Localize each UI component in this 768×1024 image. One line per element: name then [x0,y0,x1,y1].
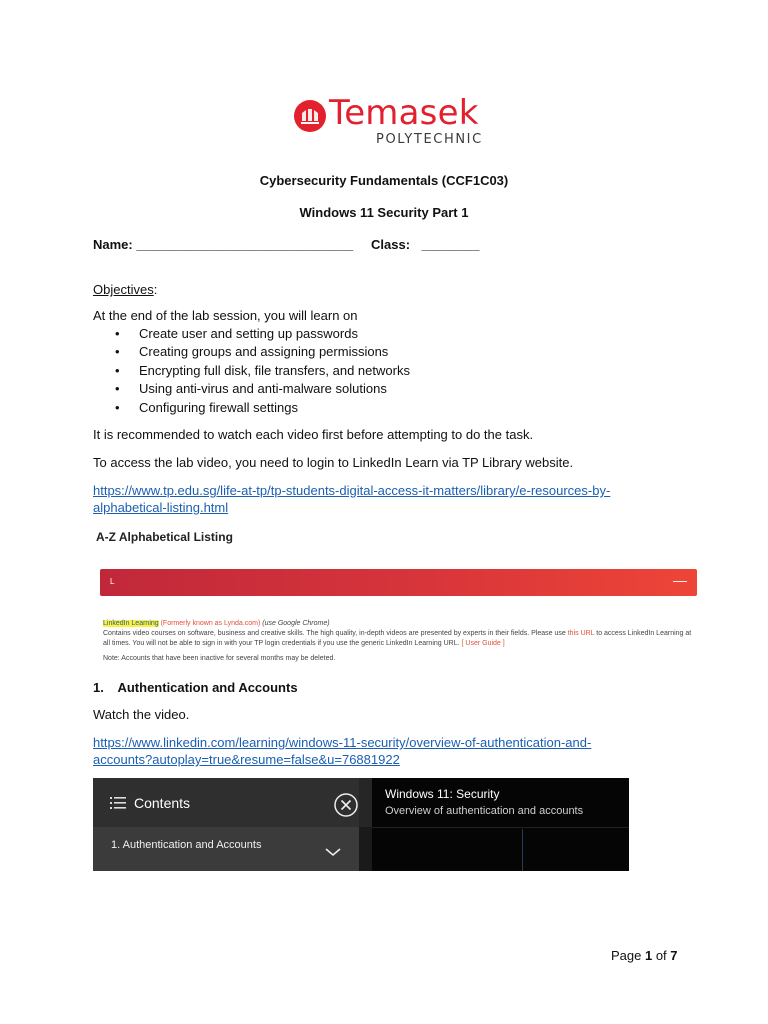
lesson-title: Overview of authentication and accounts [385,805,584,817]
temasek-logo [294,93,494,149]
class-blank[interactable]: ________ [421,237,480,252]
video-url-line-1[interactable]: https://www.linkedin.com/learning/windows-11-security/overview-of-authentication-and- [93,735,592,750]
library-url-line-2[interactable]: alphabetical-listing.html [93,500,229,515]
video-url-line-2[interactable]: accounts?autoplay=true&resume=false&u=76881922 [93,752,400,767]
library-link[interactable] [93,482,610,516]
page-of: of [652,948,671,963]
chapter-item[interactable]: 1. Authentication and Accounts [111,839,262,851]
video-link[interactable] [93,734,591,768]
letter-label: L [110,577,115,586]
chevron-down-icon[interactable] [325,844,341,862]
entry-description-1: Contains video courses on software, business and creative skills. The high quality, in-depth videos are presented by experts in their fields. Please use [103,630,566,637]
course-title: Windows 11: Security [385,787,500,801]
close-circle-icon[interactable] [334,793,358,822]
temasek-emblem-icon [294,100,326,132]
list-item: • Using anti-virus and anti-malware solutions [93,381,410,399]
library-url-line-1[interactable]: https://www.tp.edu.sg/life-at-tp/tp-students-digital-access-it-matters/library/e-resources-by- [93,483,611,498]
list-item: • Configuring firewall settings [93,400,410,418]
video-player [93,778,629,871]
inactive-note: Note: Accounts that have been inactive for several months may be deleted. [103,655,336,662]
linkedin-learning-link[interactable]: LinkedIn Learning [103,620,159,627]
section-title: Authentication and Accounts [117,680,298,695]
objectives-list [93,326,410,418]
list-item: • Create user and setting up passwords [93,326,410,344]
access-paragraph: To access the lab video, you need to login to LinkedIn Learn via TP Library website. [93,455,574,470]
page-current: 1 [644,948,653,963]
contents-header [93,778,359,827]
logo-subtitle: POLYTECHNIC [376,132,483,147]
objectives-colon: : [153,282,158,297]
section-heading [93,680,298,695]
list-icon[interactable] [110,796,126,815]
letter-section-bar[interactable] [100,569,697,596]
class-label: Class: [371,237,411,252]
list-item: • Encrypting full disk, file transfers, and networks [93,363,410,381]
page-number [611,948,678,963]
objectives-label: Objectives [93,282,154,297]
video-area[interactable] [372,778,629,871]
lab-title: Windows 11 Security Part 1 [299,205,469,220]
objectives-heading [93,282,157,297]
name-blank[interactable]: ______________________________ [136,237,354,252]
name-field-row [93,237,353,252]
collapse-icon[interactable]: — [673,572,687,588]
this-url-link[interactable]: this URL [565,630,595,637]
course-title: Cybersecurity Fundamentals (CCF1C03) [259,173,509,188]
class-field-row [371,237,480,252]
page-total: 7 [670,948,678,963]
video-frame-edge [522,829,523,871]
page-prefix: Page [611,948,645,963]
section-number: 1. [93,680,104,695]
chrome-note: (use Google Chrome) [260,620,330,627]
list-item: • Creating groups and assigning permissions [93,344,410,362]
watch-instruction: Watch the video. [93,707,190,722]
formerly-note: (Formerly known as Lynda.com) [158,620,261,627]
recommend-paragraph: It is recommended to watch each video first before attempting to do the task. [93,427,534,442]
linkedin-learning-entry [103,619,698,664]
objectives-intro: At the end of the lab session, you will learn on [93,308,358,323]
scroll-thumb [359,778,372,827]
contents-label: Contents [134,795,191,811]
name-label: Name: [93,237,133,252]
entry-description-2: to access LinkedIn Learning at all times. You will not be able to sign in with your TP login credentials if you use the generic LinkedIn Learning URL. [103,630,692,647]
sidebar-scrollbar[interactable] [359,778,372,871]
video-divider [372,827,629,828]
az-listing-title: A-Z Alphabetical Listing [96,530,233,544]
logo-wordmark: Temasek [329,93,479,133]
user-guide-link[interactable]: [ User Guide ] [459,640,505,647]
